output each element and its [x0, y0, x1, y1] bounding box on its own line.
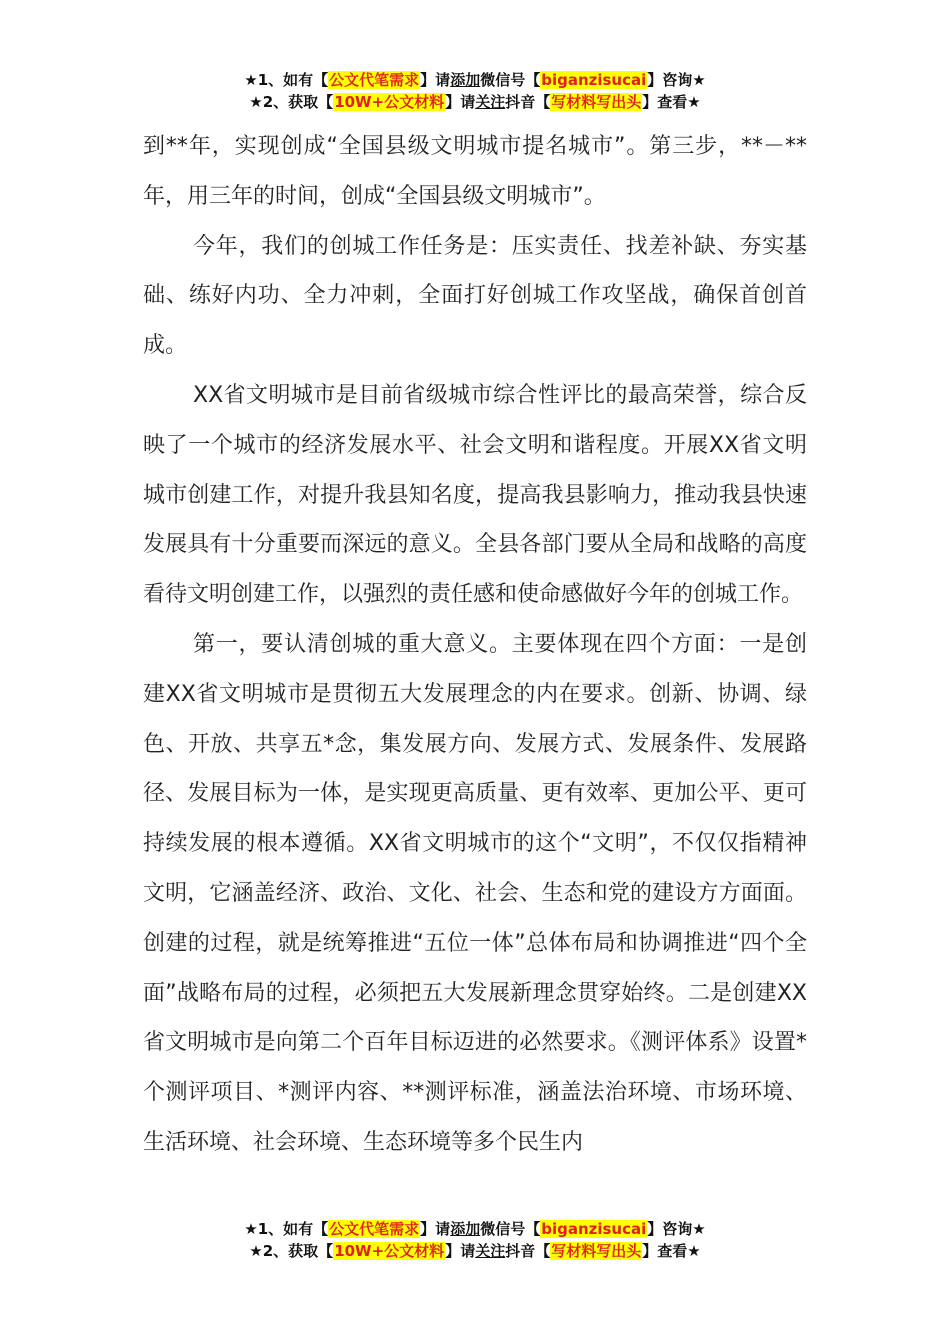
notice-text: ★1、如有【 — [244, 71, 329, 89]
paragraph: 到**年，实现创成“全国县级文明城市提名城市”。第三步，**－**年，用三年的时间，创成“全国县级文明城市”。 — [143, 134, 807, 209]
notice-line-1 — [0, 69, 950, 91]
notice-text: 】咨询★ — [647, 1220, 706, 1238]
notice-underlined-text: 关注 — [475, 1242, 506, 1260]
paragraph: XX省文明城市是目前省级城市综合性评比的最高荣誉，综合反映了一个城市的经济发展水平、社会文明和谐程度。开展XX省文明城市创建工作，对提升我县知名度，提高我县影响力，推动我县快速发展具有十分重要而深远的意义。全县各部门要从全局和战略的高度看待文明创建工作，以强烈的责任感和使命感做好今年的创城工作。 — [143, 382, 807, 608]
notice-highlight: 写材料写出头 — [551, 1242, 642, 1260]
notice-text: 】查看★ — [642, 93, 701, 111]
notice-text: 】请 — [420, 1220, 451, 1238]
footer-notice-banner — [0, 1218, 950, 1262]
paragraph: 今年，我们的创城工作任务是：压实责任、找差补缺、夯实基础、练好内功、全力冲刺，全面打好创城工作攻坚战，确保首创首成。 — [143, 233, 807, 359]
notice-highlight: 10W+公文材料 — [334, 1242, 445, 1260]
notice-text: 微信号【 — [480, 1220, 541, 1238]
notice-text: 】咨询★ — [647, 71, 706, 89]
notice-underlined-text: 添加 — [450, 71, 481, 89]
notice-text: ★2、获取【 — [249, 93, 334, 111]
notice-text: 抖音【 — [505, 93, 551, 111]
notice-highlight: 写材料写出头 — [551, 93, 642, 111]
notice-line-2 — [0, 1240, 950, 1262]
notice-text: 】请 — [445, 93, 476, 111]
notice-highlight: 10W+公文材料 — [334, 93, 445, 111]
notice-highlight: biganzisucai — [541, 1220, 647, 1238]
notice-text: 】查看★ — [642, 1242, 701, 1260]
paragraph: 第一，要认清创城的重大意义。主要体现在四个方面：一是创建XX省文明城市是贯彻五大发展理念的内在要求。创新、协调、绿色、开放、共享五*念，集发展方向、发展方式、发展条件、发展路径、发展目标为一体，是实现更高质量、更有效率、更加公平、更可持续发展的根本遵循。XX省文明城市的这个“文明”，不仅仅指精神文明，它涵盖经济、政治、文化、社会、生态和党的建设方方面面。创建的过程，就是统筹推进“五位一体”总体布局和协调推进“四个全面”战略布局的过程，必须把五大发展新理念贯穿始终。二是创建XX省文明城市是向第二个百年目标迈进的必然要求。《测评体系》设置*个测评项目、*测评内容、**测评标准，涵盖法治环境、市场环境、生活环境、社会环境、生态环境等多个民生内 — [143, 631, 807, 1155]
notice-highlight: biganzisucai — [541, 71, 647, 89]
notice-text: ★2、获取【 — [249, 1242, 334, 1260]
header-notice-banner — [0, 69, 950, 113]
notice-underlined-text: 关注 — [475, 93, 506, 111]
notice-text: 微信号【 — [480, 71, 541, 89]
notice-text: 】请 — [420, 71, 451, 89]
notice-line-2 — [0, 91, 950, 113]
notice-text: 】请 — [445, 1242, 476, 1260]
notice-text: ★1、如有【 — [244, 1220, 329, 1238]
notice-text: 抖音【 — [505, 1242, 551, 1260]
notice-highlight: 公文代笔需求 — [329, 1220, 420, 1238]
notice-underlined-text: 添加 — [450, 1220, 481, 1238]
document-body — [143, 122, 807, 1168]
notice-highlight: 公文代笔需求 — [329, 71, 420, 89]
notice-line-1 — [0, 1218, 950, 1240]
